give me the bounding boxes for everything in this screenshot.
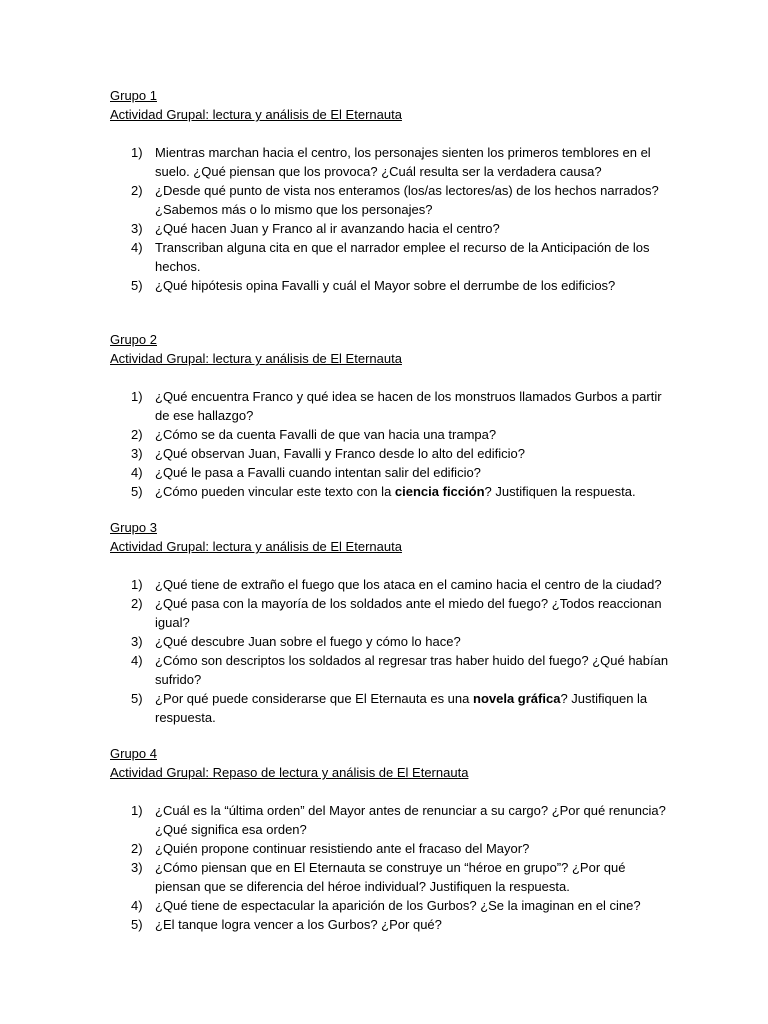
question-number: 4) <box>131 465 143 480</box>
question-item <box>110 463 670 482</box>
question-item <box>110 575 670 594</box>
question-number: 5) <box>131 917 143 932</box>
question-text: ¿Quién propone continuar resistiendo ante el fracaso del Mayor? <box>155 841 530 856</box>
question-item <box>110 425 670 444</box>
question-item <box>110 219 670 238</box>
question-number: 3) <box>131 634 143 649</box>
question-list <box>110 575 670 727</box>
question-number: 5) <box>131 484 143 499</box>
group-4 <box>110 744 670 934</box>
question-text: ¿Cómo piensan que en El Eternauta se construye un “héroe en grupo”? ¿Por qué piensan que se diferencia del héroe individual? Justifiquen la respuesta. <box>155 860 626 894</box>
question-number: 2) <box>131 183 143 198</box>
question-item <box>110 482 670 501</box>
question-item <box>110 238 670 276</box>
question-text: ¿Desde qué punto de vista nos enteramos (los/as lectores/as) de los hechos narrados? ¿Sabemos más o lo mismo que los personajes? <box>155 183 659 217</box>
question-number: 5) <box>131 691 143 706</box>
question-text-bold: novela gráfica <box>473 691 561 706</box>
question-text-pre: ¿Por qué puede considerarse que El Eternauta es una <box>155 691 473 706</box>
question-item <box>110 896 670 915</box>
group-title: Grupo 2 <box>110 332 157 347</box>
question-number: 1) <box>131 389 143 404</box>
question-number: 4) <box>131 240 143 255</box>
question-text: ¿Cuál es la “última orden” del Mayor antes de renunciar a su cargo? ¿Por qué renuncia? ¿Qué significa esa orden? <box>155 803 666 837</box>
question-number: 5) <box>131 278 143 293</box>
question-item <box>110 444 670 463</box>
question-text: ¿El tanque logra vencer a los Gurbos? ¿Por qué? <box>155 917 442 932</box>
question-item <box>110 801 670 839</box>
group-1 <box>110 86 670 295</box>
question-list <box>110 143 670 295</box>
question-text: ¿Qué le pasa a Favalli cuando intentan salir del edificio? <box>155 465 481 480</box>
question-text: ¿Cómo son descriptos los soldados al regresar tras haber huido del fuego? ¿Qué habían sufrido? <box>155 653 669 687</box>
question-item <box>110 651 670 689</box>
question-number: 2) <box>131 841 143 856</box>
question-text-pre: ¿Cómo pueden vincular este texto con la <box>155 484 395 499</box>
group-title: Grupo 4 <box>110 746 157 761</box>
group-title: Grupo 1 <box>110 88 157 103</box>
question-text: ¿Qué observan Juan, Favalli y Franco desde lo alto del edificio? <box>155 446 525 461</box>
question-number: 1) <box>131 145 143 160</box>
question-item <box>110 858 670 896</box>
question-number: 4) <box>131 653 143 668</box>
question-text-post: ? Justifiquen la respuesta. <box>484 484 636 499</box>
question-text: Mientras marchan hacia el centro, los personajes sienten los primeros temblores en el suelo. ¿Qué piensan que los provoca? ¿Cuál resulta ser la verdadera causa? <box>155 145 651 179</box>
group-title: Grupo 3 <box>110 520 157 535</box>
question-item <box>110 276 670 295</box>
question-number: 3) <box>131 221 143 236</box>
question-list <box>110 801 670 934</box>
question-item <box>110 689 670 727</box>
group-subtitle: Actividad Grupal: lectura y análisis de El Eternauta <box>110 539 402 554</box>
group-2 <box>110 330 670 501</box>
question-text-post: ? Justifiquen la respuesta. <box>155 691 648 725</box>
question-text: Transcriban alguna cita en que el narrador emplee el recurso de la Anticipación de los hechos. <box>155 240 650 274</box>
question-text: ¿Qué hipótesis opina Favalli y cuál el Mayor sobre el derrumbe de los edificios? <box>155 278 616 293</box>
group-3 <box>110 518 670 727</box>
group-subtitle: Actividad Grupal: lectura y análisis de El Eternauta <box>110 107 402 122</box>
question-item <box>110 915 670 934</box>
question-number: 3) <box>131 860 143 875</box>
question-item <box>110 181 670 219</box>
question-text: ¿Qué tiene de extraño el fuego que los ataca en el camino hacia el centro de la ciudad? <box>155 577 662 592</box>
question-text: ¿Qué pasa con la mayoría de los soldados ante el miedo del fuego? ¿Todos reaccionan igual? <box>155 596 662 630</box>
question-number: 1) <box>131 803 143 818</box>
group-subtitle: Actividad Grupal: lectura y análisis de El Eternauta <box>110 351 402 366</box>
question-number: 3) <box>131 446 143 461</box>
question-text: ¿Qué tiene de espectacular la aparición de los Gurbos? ¿Se la imaginan en el cine? <box>155 898 641 913</box>
question-text: ¿Qué descubre Juan sobre el fuego y cómo lo hace? <box>155 634 461 649</box>
question-number: 2) <box>131 427 143 442</box>
question-text: ¿Cómo se da cuenta Favalli de que van hacia una trampa? <box>155 427 497 442</box>
question-item <box>110 839 670 858</box>
question-text: ¿Qué encuentra Franco y qué idea se hacen de los monstruos llamados Gurbos a partir de ese hallazgo? <box>155 389 662 423</box>
question-text: ¿Qué hacen Juan y Franco al ir avanzando hacia el centro? <box>155 221 500 236</box>
group-subtitle: Actividad Grupal: Repaso de lectura y análisis de El Eternauta <box>110 765 469 780</box>
question-item <box>110 594 670 632</box>
question-number: 2) <box>131 596 143 611</box>
question-text-bold: ciencia ficción <box>394 484 485 499</box>
question-number: 4) <box>131 898 143 913</box>
question-item <box>110 143 670 181</box>
question-item <box>110 632 670 651</box>
question-item <box>110 387 670 425</box>
question-number: 1) <box>131 577 143 592</box>
question-list <box>110 387 670 501</box>
